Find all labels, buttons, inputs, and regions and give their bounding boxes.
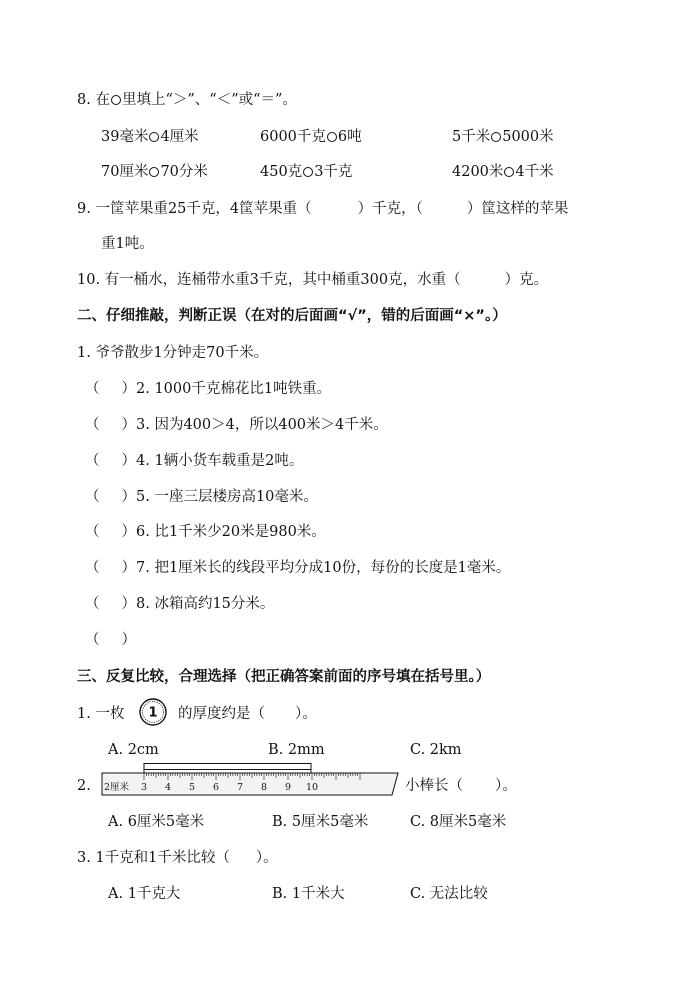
ruler-figure: [100, 762, 400, 796]
mc1-option-b[interactable]: B. 2mm: [268, 742, 325, 758]
ruler-tick-label: 7: [236, 782, 244, 793]
mc1-option-a[interactable]: A. 2cm: [108, 742, 159, 758]
ruler-start-label: 2厘米: [104, 782, 130, 793]
q10-text: 10. 有一桶水，连桶带水重3千克，其中桶重300克，水重（ ）克。: [77, 272, 549, 288]
q8-instruction: 8. 在 里填上“＞”、“＜”或“＝”。: [77, 92, 297, 108]
q8-compare-6: 4200米 4千米: [452, 164, 554, 180]
q8-compare-2: 6000千克 6吨: [260, 129, 362, 145]
circle-blank-icon[interactable]: [327, 132, 337, 142]
mc3-option-c[interactable]: C. 无法比较: [410, 886, 488, 902]
mc3-option-a[interactable]: A. 1千克大: [108, 886, 181, 902]
section-2-title: 二、仔细推敲，判断正误（在对的后面画“√”，错的后面画“×”。）: [77, 308, 507, 324]
mc2-option-a[interactable]: A. 6厘米5毫米: [108, 814, 205, 830]
q9-line-2: 重1吨。: [101, 236, 154, 252]
circle-blank-icon[interactable]: [149, 167, 159, 177]
circle-blank-icon[interactable]: [504, 167, 514, 177]
judge-item: （ ）6. 比1千米少20米是980米。: [85, 524, 326, 540]
mc2-option-b[interactable]: B. 5厘米5毫米: [272, 814, 369, 830]
mc2-option-c[interactable]: C. 8厘米5毫米: [410, 814, 507, 830]
ruler-tick-label: 6: [212, 782, 220, 793]
judge-item: （ ）5. 一座三层楼房高10毫米。: [85, 489, 318, 505]
ruler-tick-label: 3: [140, 782, 148, 793]
judge-item-1: 1. 爷爷散步1分钟走70千米。: [77, 345, 269, 361]
ruler-tick-label: 4: [164, 782, 172, 793]
judge-item: （ ）2. 1000千克棉花比1吨铁重。: [85, 381, 332, 397]
q8-compare-3: 5千米 5000米: [452, 129, 554, 145]
mc3-stem: 3. 1千克和1千米比较（ ）。: [77, 850, 278, 866]
ruler-tick-label: 5: [188, 782, 196, 793]
circle-blank-icon[interactable]: [149, 132, 159, 142]
mc1-num: 1. 一枚: [77, 706, 125, 722]
circle-blank-icon[interactable]: [491, 132, 501, 142]
q8-compare-1: 39毫米 4厘米: [101, 129, 199, 145]
q8-compare-4: 70厘米 70分米: [101, 164, 208, 180]
section-3-title: 三、反复比较，合理选择（把正确答案前面的序号填在括号里。）: [77, 669, 491, 685]
mc1-stem: 的厚度约是（ ）。: [178, 706, 317, 722]
mc2-stem: 小棒长（ ）。: [405, 778, 517, 794]
circle-blank-icon[interactable]: [303, 167, 313, 177]
judge-item: （ ）4. 1辆小货车载重是2吨。: [85, 453, 304, 469]
coin-icon: [139, 698, 167, 726]
q9-line-1: 9. 一筐苹果重25千克，4筐苹果重（ ）千克，（ ）筐这样的苹果: [77, 201, 569, 217]
judge-item: （ ）3. 因为400＞4，所以400米＞4千米。: [85, 417, 388, 433]
judge-item: （ ）7. 把1厘米长的线段平均分成10份，每份的长度是1毫米。: [85, 560, 511, 576]
judge-item-empty: （ ）: [85, 632, 136, 648]
mc2-num: 2.: [77, 778, 91, 794]
q8-compare-5: 450克 3千克: [260, 164, 353, 180]
circle-blank-icon[interactable]: [111, 95, 121, 105]
mc1-option-c[interactable]: C. 2km: [410, 742, 462, 758]
ruler-tick-label: 8: [260, 782, 268, 793]
coin-digit: 1: [148, 705, 158, 721]
mc3-option-b[interactable]: B. 1千米大: [272, 886, 345, 902]
ruler-tick-label: 10: [305, 782, 319, 793]
judge-item: （ ）8. 冰箱高约15分米。: [85, 596, 275, 612]
stick: [144, 764, 311, 770]
ruler-tick-label: 9: [284, 782, 292, 793]
